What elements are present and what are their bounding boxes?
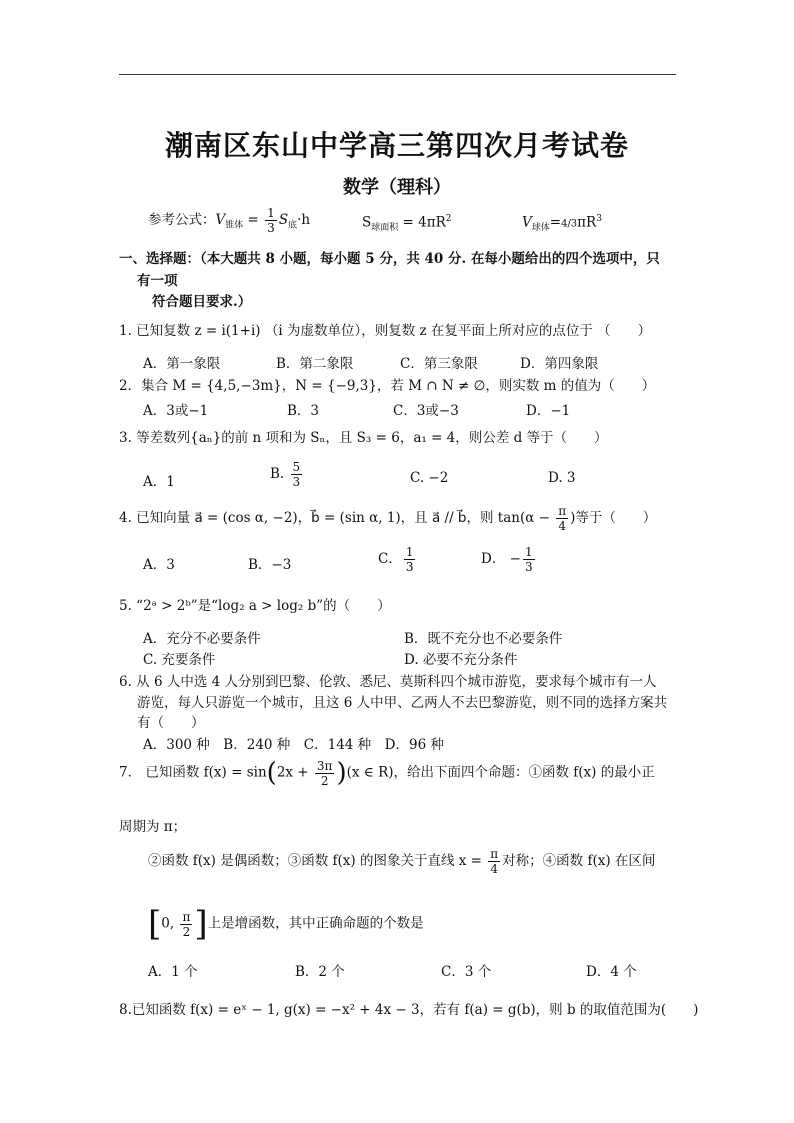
q4-option-d [481,545,537,574]
q7-stem-frac [315,759,335,788]
page-title: 潮南区东山中学高三第四次月考试卷 [164,129,629,162]
formula-v3-eq: = [549,214,562,231]
formula-v1-sub: 锥体 [225,220,244,231]
frac-den: 3 [292,475,301,489]
q7-option-c: C．3 个 [441,964,492,980]
formula-v1: V [215,212,226,228]
frac-den: 3 [267,221,275,235]
q1-option-c: C．第三象限 [400,356,478,372]
q7-option-d: D．4 个 [586,964,637,980]
frac-num: 3π [316,758,333,773]
question-6-line3: 有（ ） [137,715,205,731]
q7-option-b: B．2 个 [295,964,345,980]
q7-line3-frac [488,847,500,876]
formula-v3-frac: 4/3 [561,218,578,230]
q1-option-a: A．第一象限 [143,356,221,372]
frac-den: 3 [524,560,533,574]
question-2-stem: 2．集合 M = {4,5,−3m}，N = {−9,3}，若 M ∩ N ≠ ∅，则实数 m 的值为（ ） [119,378,656,394]
q7-stem-pre: 7． 已知函数 f(x) = sin [119,764,267,781]
formula-v1-rest-sub: 底 [288,220,298,231]
formula-v3: V [522,214,532,231]
q7-line3-post: 对称；④函数 f(x) 在区间 [502,853,656,869]
q4-option-c-frac [404,545,416,574]
frac-den: 4 [558,519,567,533]
page-subtitle: 数学（理科） [343,177,451,198]
question-7-line3 [148,847,655,876]
q4-option-d-label: D． − [481,551,521,567]
q3-option-c: C. −2 [410,470,449,486]
q7-option-a: A．1 个 [148,964,198,980]
question-8-stem: 8.已知函数 f(x) = eˣ − 1, g(x) = −x² + 4x − 3，若有 f(a) = g(b)，则 b 的取值范围为( ) [119,1002,699,1018]
frac-num: 1 [524,545,533,559]
q5-option-b: B．既不充分也不必要条件 [404,631,563,647]
q4-stem-pre: 4. 已知向量 a⃗ = (cos α, −2)，b⃗ = (sin α, 1)，且 a⃗ // b⃗，则 tan(α − [119,510,555,526]
formula-sphere-volume [522,214,602,233]
q4-option-c-label: C． [378,551,402,567]
section-heading-line3: 符合题目要求.） [152,294,252,310]
formula-s2-rest: = 4πR [398,214,446,231]
formula-v1-tail: ·h [297,212,311,228]
question-1-stem: 1. 已知复数 z = i(1+i) （i 为虚数单位），则复数 z 在复平面上所对应的点位于 （ ） [119,323,652,339]
q7-line4-post: 上是增函数，其中正确命题的个数是 [207,915,424,932]
formula-v3-sub: 球体 [531,223,550,234]
formula-v1-eq: = [243,212,264,228]
question-4-stem [119,504,656,533]
paren-open: ( [266,758,277,788]
q6-options: A．300 种 B．240 种 C．144 种 D．96 种 [143,737,444,753]
q3-option-b-frac [291,460,303,489]
question-3-stem: 3. 等差数列{aₙ}的前 n 项和为 Sₙ，且 S₃ = 6，a₁ = 4，则公差 d 等于（ ） [119,430,608,446]
question-7-line2: 周期为 π； [119,819,187,835]
question-6-line1: 6. 从 6 人中选 4 人分别到巴黎、伦敦、悉尼、莫斯科四个城市游览，要求每个城市有一人 [119,674,657,690]
q3-option-a: A．1 [143,474,175,490]
q3-option-d: D. 3 [548,470,576,486]
question-7-stem [119,758,655,788]
frac-den: 2 [182,924,191,939]
formula-s2: S [362,214,372,231]
q4-option-c [378,545,417,574]
question-6-line2: 游览，每人只游览一个城市，且这 6 人中甲、乙两人不去巴黎游览，则不同的选择方案共 [137,695,668,711]
formula-label: 参考公式： [148,212,216,228]
q1-option-b: B．第二象限 [276,356,354,372]
formula-sphere-area [362,214,452,233]
q7-stem-post: (x ∈ R)，给出下面四个命题：①函数 f(x) 的最小正 [346,764,655,781]
frac-num: 1 [267,206,275,220]
formula-s2-sup: 2 [445,214,452,224]
q1-option-d: D．第四象限 [520,356,599,372]
q3-option-b-label: B. [270,466,285,482]
q5-option-c: C. 充要条件 [143,652,216,668]
formula-v1-frac [265,206,277,235]
frac-num: π [182,909,191,924]
q2-option-a: A．3或−1 [143,403,209,419]
bracket-open: [ [148,904,162,944]
frac-num: 5 [292,460,301,474]
q3-option-b [270,460,304,489]
section-heading: 一、选择题：（本大题共 8 小题，每小题 5 分，共 40 分. 在每小题给出的四个选项中，只 [119,251,660,267]
q2-option-d: D．−1 [526,403,571,419]
frac-den: 4 [490,862,499,876]
q4-stem-post: )等于（ ） [570,510,657,526]
reference-formulas [148,206,310,235]
q7-stem-inner: 2x + [276,764,313,781]
q7-line4-frac [180,910,192,939]
formula-v3-rest: πR [577,214,597,231]
frac-num: π [558,504,567,518]
q4-stem-frac [556,504,568,533]
frac-num: π [490,847,499,861]
q7-line3-pre: ②函数 f(x) 是偶函数；③函数 f(x) 的图象关于直线 x = [148,853,487,869]
paren-close: ) [336,758,347,788]
bracket-close: ] [194,904,208,944]
q2-option-c: C．3或−3 [393,403,459,419]
q4-option-d-frac [523,545,535,574]
frac-den: 3 [405,560,414,574]
header-rule [119,74,676,75]
q4-option-b: B．−3 [248,557,292,573]
q7-line4-pre: 0, [161,915,179,932]
q2-option-b: B．3 [287,403,320,419]
formula-v1-rest: S [278,212,289,228]
q5-option-d: D. 必要不充分条件 [404,652,518,668]
q5-option-a: A．充分不必要条件 [143,631,261,647]
section-heading-line2: 有一项 [137,273,178,289]
question-7-line4 [148,904,424,944]
frac-num: 1 [405,545,414,559]
question-5-stem: 5. “2ᵃ > 2ᵇ”是“log₂ a > log₂ b”的（ ） [119,598,391,614]
formula-s2-sub: 球面积 [371,223,399,234]
q4-option-a: A．3 [143,557,175,573]
formula-v3-sup: 3 [596,214,602,224]
frac-den: 2 [320,773,329,788]
